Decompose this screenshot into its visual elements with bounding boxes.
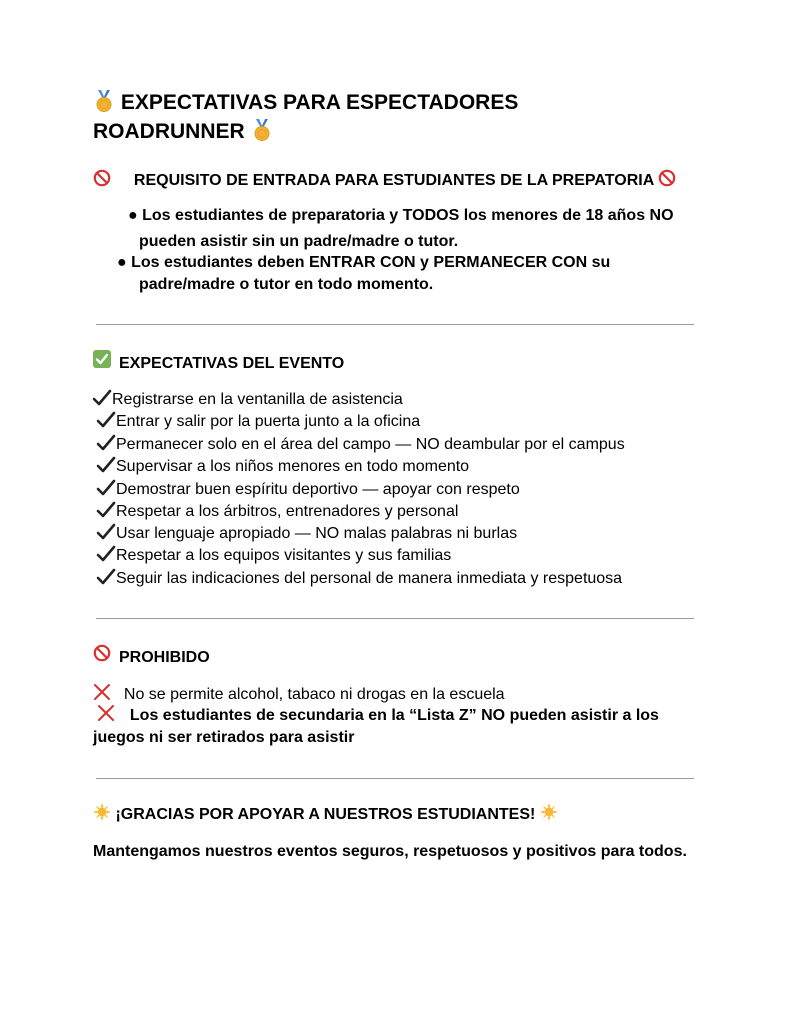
list-item (92, 389, 403, 411)
list-item-text: Seguir las indicaciones del personal de manera inmediata y respetuosa (116, 570, 623, 587)
check-mark-icon (96, 568, 116, 586)
cross-mark-icon (93, 683, 111, 701)
check-mark-icon (96, 523, 116, 541)
prohibited-item-text-line-1: Los estudiantes de secundaria en la “Lista Z” NO pueden asistir a los (129, 707, 659, 724)
list-item (96, 411, 420, 433)
bullet-text-line-2: padre/madre o tutor en todo momento. (139, 276, 434, 293)
prohibited-item (93, 704, 659, 749)
medal-icon (93, 90, 115, 112)
title-line-2: ROADRUNNER (93, 120, 245, 143)
divider (96, 324, 694, 325)
list-item (128, 203, 674, 255)
sun-icon (93, 803, 111, 821)
check-box-icon (93, 350, 111, 368)
list-item-text: Demostrar buen espíritu deportivo — apoyar con respeto (116, 481, 520, 498)
prohibited-heading: PROHIBIDO (119, 649, 210, 666)
list-item (96, 479, 520, 501)
prohibited-item (93, 683, 505, 704)
list-item-text: Registrarse en la ventanilla de asistencia (112, 391, 403, 408)
list-item-text: Respetar a los equipos visitantes y sus familias (116, 547, 452, 564)
divider (96, 778, 694, 779)
no-entry-icon (93, 169, 111, 187)
bullet-marker: ● (117, 254, 127, 271)
list-item (96, 545, 451, 567)
list-item (96, 434, 625, 456)
bullet-text-line-1: Los estudiantes de preparatoria y TODOS los menores de 18 años NO (142, 207, 674, 224)
prohibited-item-text: No se permite alcohol, tabaco ni drogas en la escuela (123, 686, 505, 703)
check-mark-icon (96, 479, 116, 497)
list-item-text: Supervisar a los niños menores en todo momento (116, 458, 470, 475)
check-mark-icon (96, 456, 116, 474)
entry-heading (93, 169, 676, 190)
cross-mark-icon (97, 704, 115, 722)
check-mark-icon (92, 389, 112, 407)
bullet-marker: ● (128, 207, 138, 224)
closing-message: Mantengamos nuestros eventos seguros, respetuosos y positivos para todos. (93, 843, 687, 860)
medal-icon (251, 119, 273, 141)
no-entry-icon (93, 644, 111, 662)
list-item (117, 252, 610, 296)
check-mark-icon (96, 545, 116, 563)
check-mark-icon (96, 434, 116, 452)
no-entry-icon (658, 169, 676, 187)
thanks-heading (93, 803, 558, 824)
list-item (96, 568, 622, 590)
thanks-heading-text: ¡GRACIAS POR APOYAR A NUESTROS ESTUDIANTES! (115, 806, 536, 823)
bullet-text-line-2: pueden asistir sin un padre/madre o tutor. (139, 233, 459, 250)
bullet-text-line-1: Los estudiantes deben ENTRAR CON y PERMANECER CON su (131, 254, 611, 271)
list-item (96, 456, 469, 478)
list-item-text: Entrar y salir por la puerta junto a la oficina (116, 413, 421, 430)
prohibited-item-text-line-2: juegos ni ser retirados para asistir (93, 729, 355, 746)
sun-icon (540, 803, 558, 821)
check-mark-icon (96, 501, 116, 519)
list-item (96, 501, 458, 523)
list-item-text: Respetar a los árbitros, entrenadores y personal (116, 503, 459, 520)
check-mark-icon (96, 411, 116, 429)
list-item (96, 523, 517, 545)
list-item-text: Permanecer solo en el área del campo — NO deambular por el campus (116, 436, 625, 453)
list-item-text: Usar lenguaje apropiado — NO malas palabras ni burlas (116, 525, 518, 542)
event-heading: EXPECTATIVAS DEL EVENTO (119, 355, 345, 372)
entry-heading-text: REQUISITO DE ENTRADA PARA ESTUDIANTES DE LA PREPATORIA (133, 172, 654, 189)
page-title (93, 88, 713, 146)
divider (96, 618, 694, 619)
title-line-1: EXPECTATIVAS PARA ESPECTADORES (120, 91, 519, 114)
